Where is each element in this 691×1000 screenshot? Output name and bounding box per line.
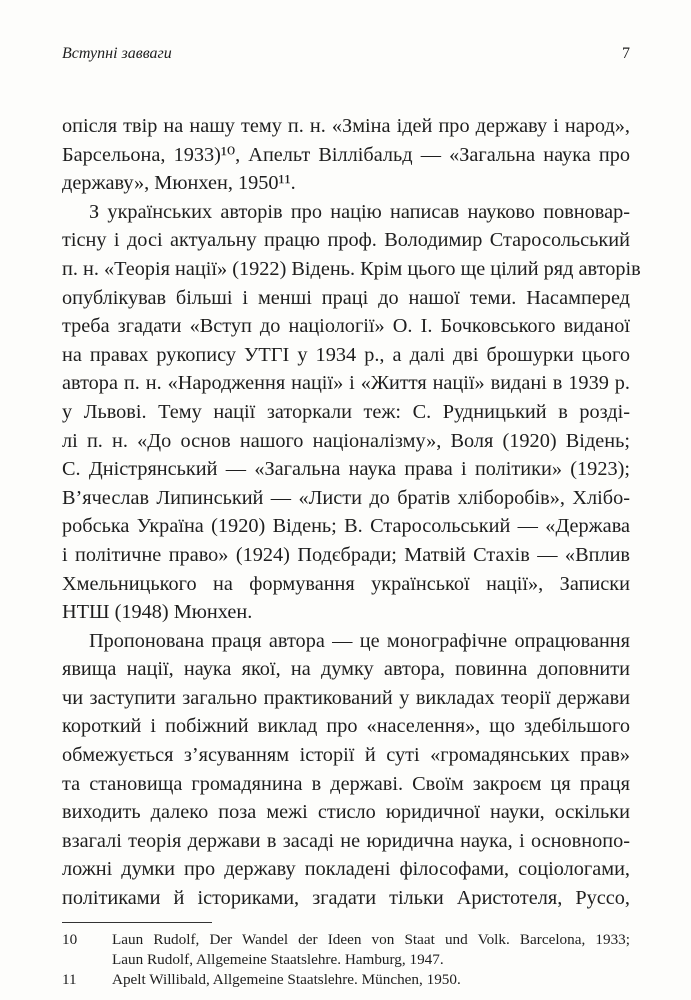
- text-line: чи заступити загально практикований у викладах теорії держави: [62, 686, 630, 709]
- footnote-divider: [62, 922, 212, 923]
- text-line: та становища громадянина в державі. Своїм закроєм ця праця: [62, 772, 630, 795]
- text-line: лі п. н. «До основ нашого націоналізму», Воля (1920) Відень;: [62, 429, 630, 452]
- text-line: п. н. «Теорія нації» (1922) Відень. Крім цього ще цілий ряд авторів: [62, 257, 641, 280]
- text-line: політиками й істориками, згадати тільки Аристотеля, Руссо,: [62, 887, 630, 910]
- text-line: на правах рукопису УТГІ у 1934 р., а далі дві брошурки цього: [62, 343, 630, 366]
- footnote-11: [62, 970, 630, 990]
- text-line: у Львові. Тему нації заторкали теж: С. Рудницький в розді-: [62, 400, 630, 423]
- text-line: державу», Мюнхен, 1950¹¹.: [62, 172, 296, 195]
- page-number: 7: [622, 45, 630, 62]
- footnotes: [62, 930, 630, 990]
- footnote-text: Laun Rudolf, Der Wandel der Ideen von Staat und Volk. Barcelona, 1933;: [112, 931, 630, 948]
- footnote-number: 10: [62, 931, 78, 948]
- text-line: НТШ (1948) Мюнхен.: [62, 601, 253, 624]
- text-line: опісля твір на нашу тему п. н. «Зміна ідей про державу і народ»,: [62, 115, 630, 137]
- text-line: і політичне право» (1924) Подєбради; Матвій Стахів — «Вплив: [62, 543, 630, 566]
- text-line: ложні думки про державу покладені філософами, соціологами,: [62, 858, 630, 881]
- page-header: [62, 45, 630, 69]
- footnote-10: [62, 930, 630, 970]
- text-line: взагалі теорія держави в засаді не юридична наука, і основнопо-: [62, 829, 630, 852]
- text-line: С. Дністрянський — «Загальна наука права і політики» (1923);: [62, 458, 630, 481]
- text-line: тісну і досі актуальну працю проф. Володимир Старосольський: [62, 229, 630, 252]
- text-line: опублікував більші і менші праці до нашої теми. Насамперед: [62, 286, 630, 309]
- text-line: автора п. н. «Народження нації» і «Життя нації» видані в 1939 р.: [62, 372, 630, 395]
- text-line: Хмельницького на формування української нації», Записки: [62, 572, 630, 595]
- text-line: явища нації, наука якої, на думку автора, повинна доповнити: [62, 658, 630, 681]
- footnote-text: Laun Rudolf, Allgemeine Staatslehre. Hamburg, 1947.: [112, 951, 444, 968]
- text-line: виходить далеко поза межі стисло юридичної науки, оскільки: [62, 801, 630, 824]
- body-text: [62, 112, 641, 913]
- footnote-number: 11: [62, 971, 77, 988]
- text-line: робська Україна (1920) Відень; В. Старосольський — «Держава: [62, 515, 630, 538]
- footnote-text: Apelt Willibald, Allgemeine Staatslehre. München, 1950.: [112, 971, 461, 988]
- text-line: Барсельона, 1933)¹⁰, Апельт Віллібальд — «Загальна наука про: [62, 143, 630, 166]
- text-line: Пропонована праця автора — це монографічне опрацювання: [89, 629, 630, 652]
- text-line: З українських авторів про націю написав науково повновар-: [89, 200, 630, 223]
- running-title: Вступні завваги: [62, 45, 172, 62]
- text-line: В’ячеслав Липинський — «Листи до братів хліборобів», Хлібо-: [62, 486, 630, 509]
- text-line: короткий і побіжний виклад про «населення», що здебільшого: [62, 715, 630, 738]
- text-line: обмежується з’ясуванням історії й суті «громадянських прав»: [62, 744, 630, 767]
- text-line: треба згадати «Вступ до націології» О. І. Бочковського виданої: [62, 315, 630, 338]
